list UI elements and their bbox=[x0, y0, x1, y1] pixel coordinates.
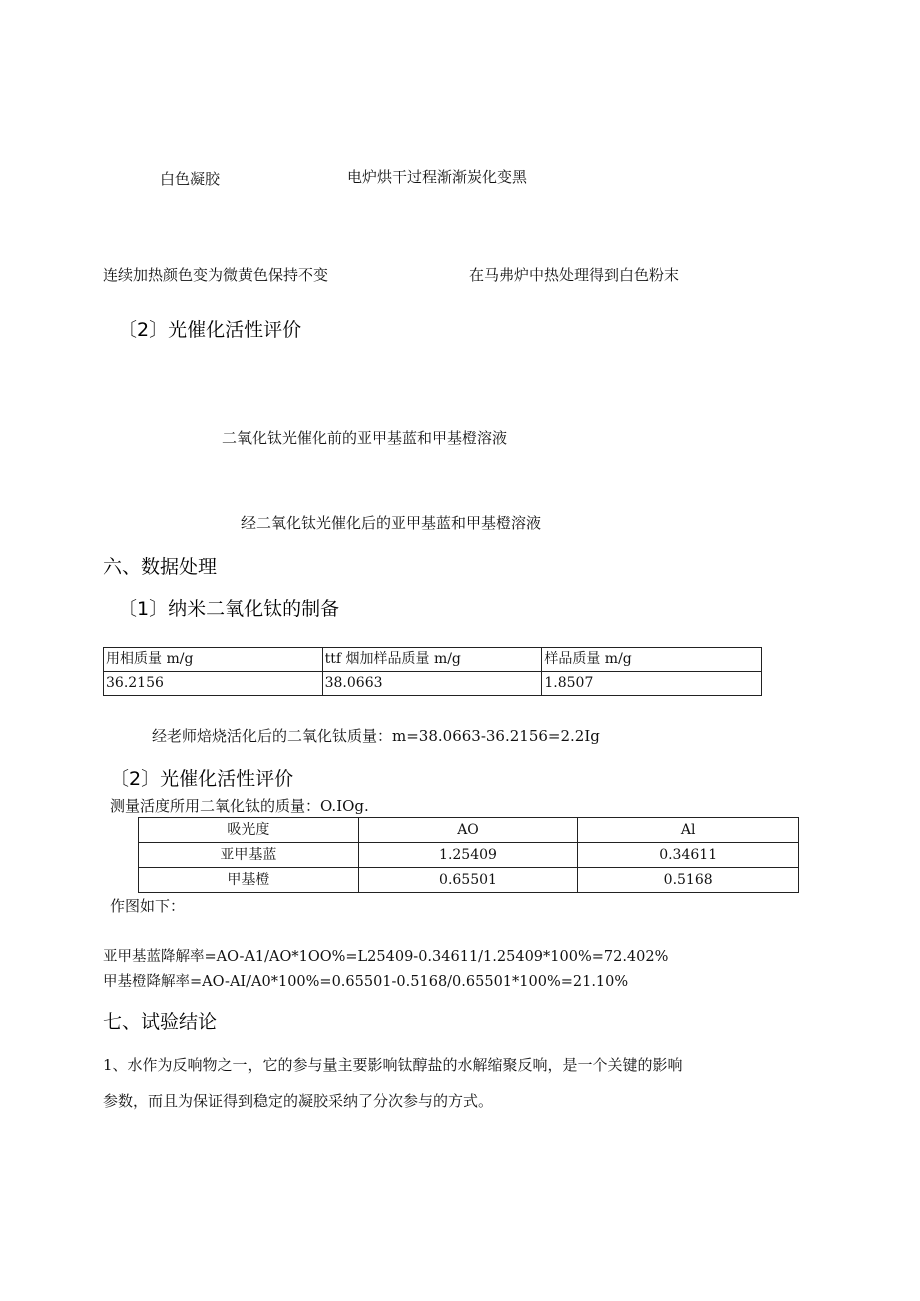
conclusion-line-1: 1、水作为反响物之一，它的参与量主要影响钛醇盐的水解缩聚反响，是一个关键的影响 bbox=[103, 1056, 683, 1074]
table-header-row bbox=[139, 818, 799, 843]
heading-conclusion: 七、试验结论 bbox=[103, 1011, 218, 1033]
tio2-mass-note: 测量活度所用二氧化钛的质量：O.IOg. bbox=[110, 797, 369, 815]
plot-note: 作图如下： bbox=[110, 897, 186, 915]
conclusion-line-2: 参数，而且为保证得到稳定的凝胶采纳了分次参与的方式。 bbox=[103, 1092, 494, 1110]
heading-nano-tio2-prep: 〔1〕纳米二氧化钛的制备 bbox=[118, 598, 340, 620]
absorbance-table bbox=[138, 817, 799, 893]
table-header-cell: ttf 烟加样品质量 m/g bbox=[322, 648, 542, 672]
heading-data-processing: 六、数据处理 bbox=[103, 556, 218, 578]
table-header-cell: 样品质量 m/g bbox=[542, 648, 762, 672]
table-row bbox=[139, 843, 799, 868]
prep-mass-table bbox=[103, 647, 762, 696]
table-header-cell: 用相质量 m/g bbox=[104, 648, 323, 672]
table-cell: 甲基橙 bbox=[139, 868, 359, 893]
formula-methylene-blue: 亚甲基蓝降解率=AO-A1/AO*1OO%=L25409-0.34611/1.25409*100%=72.402% bbox=[103, 949, 669, 965]
table-cell: 0.34611 bbox=[578, 843, 799, 868]
table-header-cell: 吸光度 bbox=[139, 818, 359, 843]
calcined-mass-note: 经老师焙烧活化后的二氧化钛质量：m=38.0663-36.2156=2.2Ig bbox=[152, 727, 600, 745]
caption-white-gel: 白色凝胶 bbox=[160, 170, 221, 188]
table-cell: 36.2156 bbox=[104, 672, 323, 696]
table-row bbox=[104, 672, 762, 696]
table-header-cell: AO bbox=[358, 818, 578, 843]
table-header-row bbox=[104, 648, 762, 672]
heading-photocatalysis-top: 〔2〕光催化活性评价 bbox=[118, 319, 302, 341]
caption-continuous-heat: 连续加热颜色变为微黄色保持不变 bbox=[103, 266, 329, 284]
caption-after-catalysis: 经二氧化钛光催化后的亚甲基蓝和甲基橙溶液 bbox=[241, 514, 542, 532]
table-cell: 0.65501 bbox=[358, 868, 578, 893]
table-row bbox=[139, 868, 799, 893]
table-cell: 1.8507 bbox=[542, 672, 762, 696]
table-header-cell: Al bbox=[578, 818, 799, 843]
caption-muffle-heat: 在马弗炉中热处理得到白色粉末 bbox=[469, 266, 680, 284]
table-cell: 亚甲基蓝 bbox=[139, 843, 359, 868]
table-cell: 38.0663 bbox=[322, 672, 542, 696]
table-cell: 1.25409 bbox=[358, 843, 578, 868]
caption-before-catalysis: 二氧化钛光催化前的亚甲基蓝和甲基橙溶液 bbox=[222, 429, 508, 447]
formula-methyl-orange: 甲基橙降解率=AO-AI/A0*100%=0.65501-0.5168/0.65501*100%=21.10% bbox=[103, 974, 629, 990]
caption-furnace-dry: 电炉烘干过程渐渐炭化变黑 bbox=[347, 168, 528, 186]
heading-photocatalysis-eval: 〔2〕光催化活性评价 bbox=[110, 768, 294, 790]
table-cell: 0.5168 bbox=[578, 868, 799, 893]
